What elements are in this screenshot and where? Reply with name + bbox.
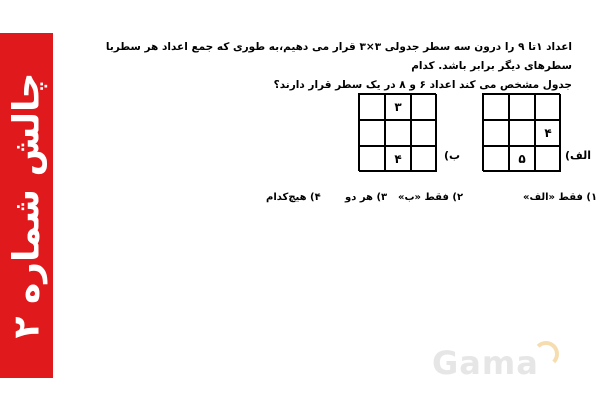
grid-cell: ۴ [385, 146, 411, 172]
grid-cell [411, 120, 437, 146]
gama-logo [432, 344, 559, 382]
question-line-1: اعداد ۱تا ۹ را درون سه سطر جدولی ۳×۳ قرار می دهیم،به طوری که جمع اعداد هر سطربا سطرهای دیگر برابر باشد. کدام [105, 41, 572, 72]
table-be-label: ب) [444, 149, 461, 162]
grid-cell [359, 94, 385, 120]
grid-cell [535, 94, 561, 120]
logo-text: Gama [432, 344, 539, 382]
grid-cell: ۴ [535, 120, 561, 146]
option-1: ۱) فقط «الف» [523, 192, 598, 203]
grid-cell [411, 146, 437, 172]
challenge-banner [0, 33, 53, 378]
grid-cell [509, 94, 535, 120]
table-be [358, 93, 436, 171]
table-alef-label: الف) [565, 149, 592, 162]
grid-cell: ۵ [509, 146, 535, 172]
grid-cell [483, 120, 509, 146]
grid-cell [359, 146, 385, 172]
grid-cell: ۳ [385, 94, 411, 120]
grid-cell [385, 120, 411, 146]
grid-cell [359, 120, 385, 146]
option-4: ۴) هیچ‌کدام [266, 192, 321, 203]
grid-cell [411, 94, 437, 120]
question-line-2: جدول مشخص می کند اعداد ۶ و ۸ در یک سطر قرار دارند؟ [273, 79, 572, 91]
question-text [62, 38, 572, 95]
challenge-title: چالش شماره ۲ [6, 72, 48, 339]
table-alef [482, 93, 560, 171]
grid-cell [535, 146, 561, 172]
grid-cell [483, 146, 509, 172]
option-2: ۲) فقط «ب» [398, 192, 464, 203]
grid-cell [483, 94, 509, 120]
option-3: ۳) هر دو [345, 192, 388, 203]
grid-cell [509, 120, 535, 146]
logo-arc-icon [533, 341, 559, 367]
